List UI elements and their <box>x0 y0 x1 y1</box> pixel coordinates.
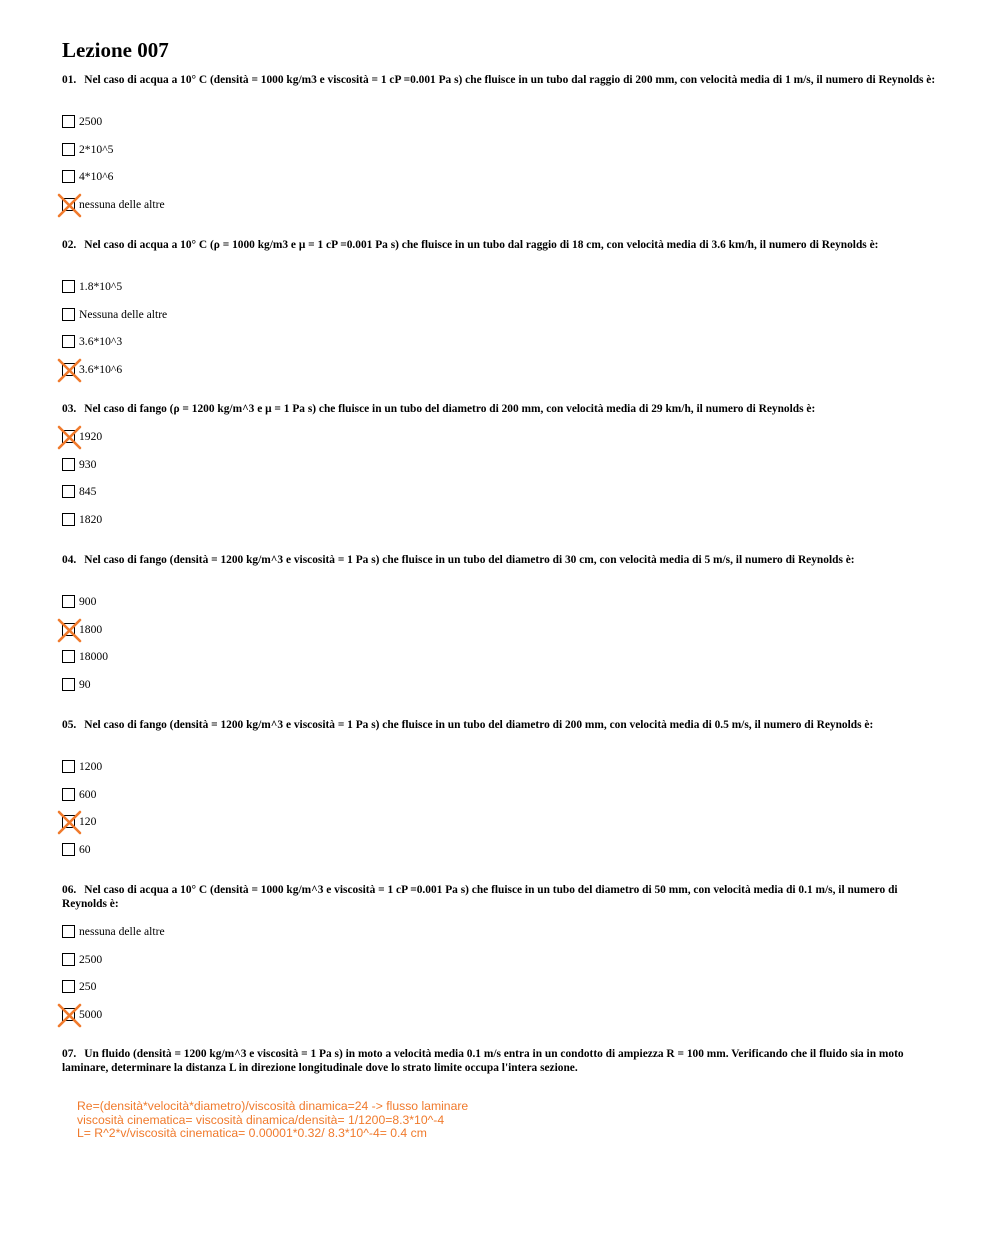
answer-option[interactable]: 2*10^5 <box>62 141 113 157</box>
x-mark-icon <box>57 358 82 383</box>
checkbox[interactable] <box>62 170 75 183</box>
checkbox[interactable] <box>62 143 75 156</box>
answer-option[interactable]: 2500 <box>62 113 102 129</box>
answer-option[interactable]: 600 <box>62 786 96 802</box>
question-03 <box>62 403 942 526</box>
question-06 <box>62 884 942 1021</box>
answer-option[interactable]: 3.6*10^6 <box>62 361 122 377</box>
x-mark-icon <box>57 425 82 450</box>
question-04 <box>62 554 942 691</box>
question-02 <box>62 239 942 376</box>
checkbox[interactable] <box>62 678 75 691</box>
x-mark-icon <box>57 618 82 643</box>
checkbox[interactable] <box>62 115 75 128</box>
open-answer-text <box>77 1100 468 1141</box>
question-number: 06. <box>62 884 77 896</box>
checkbox[interactable] <box>62 1008 75 1021</box>
question-text: 02. Nel caso di acqua a 10° C (ρ = 1000 kg/m3 e μ = 1 cP =0.001 Pa s) che fluisce in un tubo dal raggio di 18 cm, con velocità media di 3.6 km/h, il numero di Reynolds è: <box>62 239 879 251</box>
question-text: 05. Nel caso di fango (densità = 1200 kg/m^3 e viscosità = 1 Pa s) che fluisce in un tubo del diametro di 200 mm, con velocità media di 0.5 m/s, il numero di Reynolds è: <box>62 719 874 731</box>
answer-option[interactable]: Nessuna delle altre <box>62 306 167 322</box>
answer-option[interactable]: 1920 <box>62 428 102 444</box>
checkbox[interactable] <box>62 308 75 321</box>
checkbox[interactable] <box>62 760 75 773</box>
checkbox[interactable] <box>62 953 75 966</box>
x-mark-icon <box>57 810 82 835</box>
answer-option[interactable]: 60 <box>62 841 91 857</box>
page-title: Lezione 007 <box>62 38 169 62</box>
answer-option[interactable]: 3.6*10^3 <box>62 333 122 349</box>
question-07 <box>62 1048 942 1075</box>
question-number: 01. <box>62 74 77 86</box>
checkbox[interactable] <box>62 925 75 938</box>
answer-option[interactable]: nessuna delle altre <box>62 923 165 939</box>
answer-option[interactable]: 5000 <box>62 1006 102 1022</box>
answer-option[interactable]: 1820 <box>62 511 102 527</box>
checkbox[interactable] <box>62 815 75 828</box>
question-text: 01. Nel caso di acqua a 10° C (densità = 1000 kg/m3 e viscosità = 1 cP =0.001 Pa s) che fluisce in un tubo dal raggio di 200 mm, con velocità media di 1 m/s, il numero di Reynolds è: <box>62 74 936 86</box>
x-mark-icon <box>57 1003 82 1028</box>
answer-option[interactable]: 900 <box>62 593 96 609</box>
checkbox[interactable] <box>62 458 75 471</box>
answer-option[interactable]: 4*10^6 <box>62 168 113 184</box>
checkbox[interactable] <box>62 513 75 526</box>
document-page <box>62 36 942 1140</box>
answer-line: viscosità cinematica= viscosità dinamica/densità= 1/1200=8.3*10^-4 <box>77 1112 445 1127</box>
answer-option[interactable]: 1.8*10^5 <box>62 278 122 294</box>
question-number: 04. <box>62 554 77 566</box>
answer-option[interactable]: 1200 <box>62 758 102 774</box>
answer-option[interactable]: 930 <box>62 456 96 472</box>
answer-option[interactable]: 18000 <box>62 648 108 664</box>
question-text: 07. Un fluido (densità = 1200 kg/m^3 e viscosità = 1 Pa s) in moto a velocità media 0.1 m/s entra in un condotto di ampiezza R = 100 mm. Verificando che il fluido sia in moto laminare, determinare la distanza L in direzione longitudinale dove lo strato limite occupa l'intera sezione. <box>62 1048 904 1074</box>
x-mark-icon <box>57 193 82 218</box>
answer-option[interactable]: 845 <box>62 483 96 499</box>
checkbox[interactable] <box>62 788 75 801</box>
question-text: 04. Nel caso di fango (densità = 1200 kg/m^3 e viscosità = 1 Pa s) che fluisce in un tubo del diametro di 30 cm, con velocità media di 5 m/s, il numero di Reynolds è: <box>62 554 855 566</box>
answer-line: Re=(densità*velocità*diametro)/viscosità dinamica=24 -> flusso laminare <box>77 1099 469 1113</box>
question-number: 03. <box>62 403 77 415</box>
answer-option[interactable]: 90 <box>62 676 91 692</box>
answer-line: L= R^2*v/viscosità cinematica= 0.00001*0.32/ 8.3*10^-4= 0.4 cm <box>77 1126 427 1140</box>
answer-option[interactable]: 120 <box>62 813 96 829</box>
checkbox[interactable] <box>62 335 75 348</box>
question-05 <box>62 719 942 856</box>
checkbox[interactable] <box>62 843 75 856</box>
checkbox[interactable] <box>62 485 75 498</box>
checkbox[interactable] <box>62 650 75 663</box>
checkbox[interactable] <box>62 595 75 608</box>
answer-option[interactable]: 2500 <box>62 951 102 967</box>
question-number: 05. <box>62 719 77 731</box>
checkbox[interactable] <box>62 980 75 993</box>
checkbox[interactable] <box>62 198 75 211</box>
checkbox[interactable] <box>62 280 75 293</box>
answer-option[interactable]: 1800 <box>62 621 102 637</box>
question-01 <box>62 74 942 211</box>
checkbox[interactable] <box>62 363 75 376</box>
question-number: 07. <box>62 1048 77 1060</box>
answer-option[interactable]: nessuna delle altre <box>62 196 165 212</box>
checkbox[interactable] <box>62 430 75 443</box>
question-text: 03. Nel caso di fango (ρ = 1200 kg/m^3 e μ = 1 Pa s) che fluisce in un tubo del diametro di 200 mm, con velocità media di 29 km/h, il numero di Reynolds è: <box>62 403 816 415</box>
checkbox[interactable] <box>62 623 75 636</box>
answer-option[interactable]: 250 <box>62 978 96 994</box>
question-number: 02. <box>62 239 77 251</box>
question-text: 06. Nel caso di acqua a 10° C (densità = 1000 kg/m^3 e viscosità = 1 cP =0.001 Pa s) che fluisce in un tubo del diametro di 50 mm, con velocità media di 0.1 m/s, il numero di Reynolds è: <box>62 884 898 910</box>
